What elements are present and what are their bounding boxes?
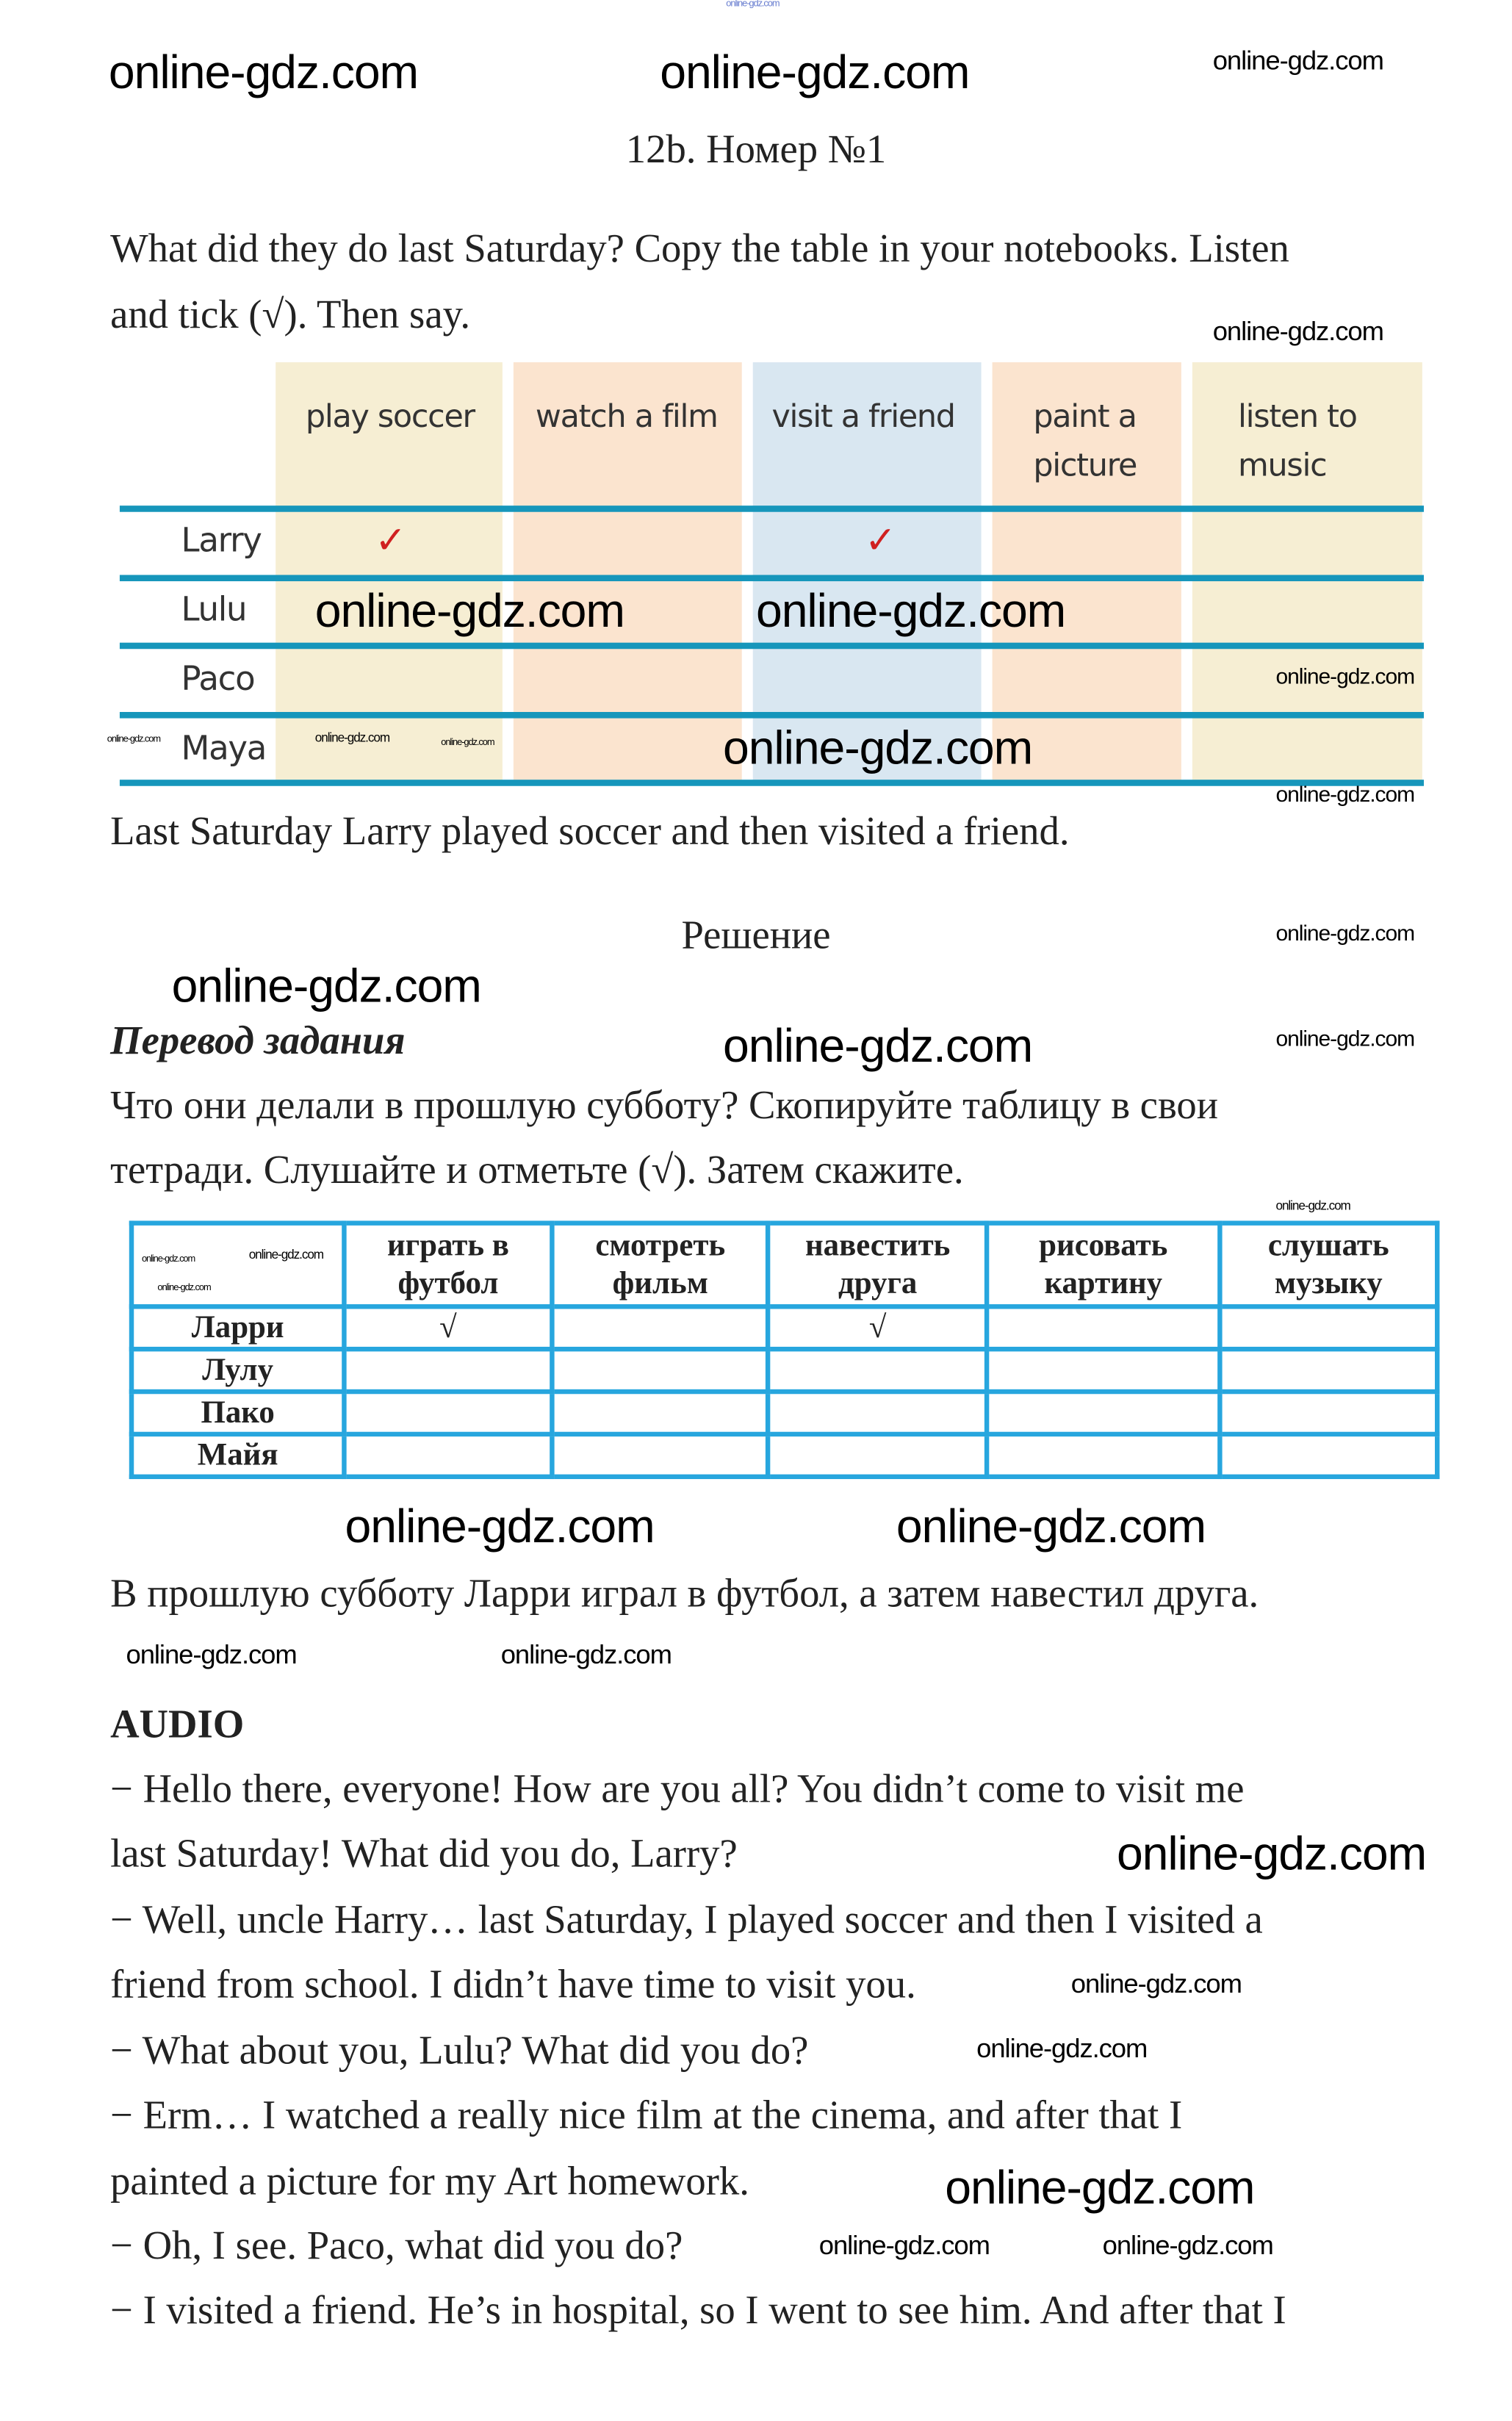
column-header: visit a friend [771,397,955,435]
watermark: online-gdz.com [1275,919,1414,946]
column-header: рисовать картину [987,1223,1220,1307]
cell [552,1434,768,1477]
watermark: online-gdz.com [171,960,481,1013]
watermark: online-gdz.com [141,1255,195,1265]
row-name: Пако [132,1392,344,1434]
watermark: online-gdz.com [1212,46,1383,76]
watermark: online-gdz.com [896,1501,1206,1553]
row-divider [120,506,1424,512]
row-divider [120,712,1424,719]
audio-line: friend from school. I didn’t have time to visit you. [110,1961,916,2007]
watermark: online-gdz.com [108,47,419,100]
watermark: online-gdz.com [1275,781,1414,807]
column-header: picture [1033,445,1137,484]
cell [768,1434,987,1477]
watermark: online-gdz.com [660,47,970,100]
check-mark-icon: ✓ [864,518,897,563]
watermark: online-gdz.com [248,1247,324,1262]
watermark: online-gdz.com [1275,1198,1350,1213]
translation-line-2: тетради. Слушайте и отметьте (√). Затем скажите. [110,1146,964,1192]
watermark: online-gdz.com [976,2033,1148,2064]
watermark: online-gdz.com [157,1284,211,1294]
row-name: Lulu [181,590,247,629]
page-title: 12b. Номер №1 [625,126,887,172]
cell [1220,1349,1437,1392]
cell [768,1392,987,1434]
column-header: listen to [1238,397,1357,435]
watermark: online-gdz.com [1116,1828,1427,1881]
row-name: Larry [181,521,262,560]
column-header: смотреть фильм [552,1223,768,1307]
audio-heading: AUDIO [110,1701,245,1747]
example-sentence: Last Saturday Larry played soccer and then visited a friend. [110,807,1070,854]
column-header: music [1238,445,1327,484]
row-name: Maya [181,729,267,768]
cell [987,1306,1220,1349]
watermark: online-gdz.com [314,586,624,638]
row-divider [120,780,1424,786]
watermark: online-gdz.com [1275,663,1414,688]
watermark: online-gdz.com [726,0,780,10]
audio-line: − I visited a friend. He’s in hospital, so I went to see him. And after that I [110,2287,1286,2333]
cell [987,1349,1220,1392]
watermark: online-gdz.com [500,1639,672,1670]
audio-line: last Saturday! What did you do, Larry? [110,1830,738,1877]
cell [1220,1434,1437,1477]
column-header: слушать музыку [1220,1223,1437,1307]
cell [552,1349,768,1392]
row-divider [120,575,1424,581]
watermark: online-gdz.com [107,735,160,746]
row-name: Лулу [132,1349,344,1392]
check-mark-icon: √ [344,1306,552,1349]
cell [987,1392,1220,1434]
column-header: играть в футбол [344,1223,552,1307]
cell [344,1349,552,1392]
watermark: online-gdz.com [723,723,1033,775]
watermark: online-gdz.com [314,730,390,746]
audio-line: painted a picture for my Art homework. [110,2158,749,2204]
audio-line: − Oh, I see. Paco, what did you do? [110,2222,683,2269]
cell [344,1392,552,1434]
watermark: online-gdz.com [756,586,1066,638]
audio-line: − Hello there, everyone! How are you all? You didn’t come to visit me [110,1766,1245,1812]
cell [344,1434,552,1477]
watermark: online-gdz.com [345,1501,655,1553]
activity-table-ru [129,1220,1440,1479]
watermark: online-gdz.com [441,738,494,749]
cell [1220,1306,1437,1349]
instruction-line-1: What did they do last Saturday? Copy the table in your notebooks. Listen [110,225,1289,271]
watermark: online-gdz.com [1102,2230,1273,2261]
column-header: play soccer [305,397,475,435]
watermark: online-gdz.com [723,1021,1033,1073]
solution-heading: Решение [681,912,831,958]
translation-line-1: Что они делали в прошлую субботу? Скопируйте таблицу в свои [110,1082,1218,1128]
column-header: watch a film [535,397,718,435]
row-name: Ларри [132,1306,344,1349]
cell [768,1349,987,1392]
watermark: online-gdz.com [1212,316,1383,347]
audio-line: − Erm… I watched a really nice film at the cinema, and after that I [110,2091,1183,2138]
row-divider [120,643,1424,650]
cell [552,1392,768,1434]
row-name: Майя [132,1434,344,1477]
watermark: online-gdz.com [1275,1025,1414,1051]
instruction-line-2: and tick (√). Then say. [110,291,471,337]
watermark: online-gdz.com [818,2230,990,2261]
cell [987,1434,1220,1477]
cell [552,1306,768,1349]
check-mark-icon: ✓ [375,518,407,563]
cell [1220,1392,1437,1434]
watermark: online-gdz.com [126,1639,297,1670]
row-name: Paco [181,660,255,698]
example-sentence-ru: В прошлую субботу Ларри играл в футбол, а затем навестил друга. [110,1570,1259,1616]
watermark: online-gdz.com [1070,1968,1242,1999]
audio-line: − Well, uncle Harry… last Saturday, I played soccer and then I visited a [110,1896,1263,1943]
column-header: навестить друга [768,1223,987,1307]
translation-heading: Перевод задания [110,1017,406,1064]
audio-line: − What about you, Lulu? What did you do? [110,2027,809,2073]
check-mark-icon: √ [768,1306,987,1349]
column-header: paint a [1033,397,1137,435]
watermark: online-gdz.com [945,2162,1255,2215]
